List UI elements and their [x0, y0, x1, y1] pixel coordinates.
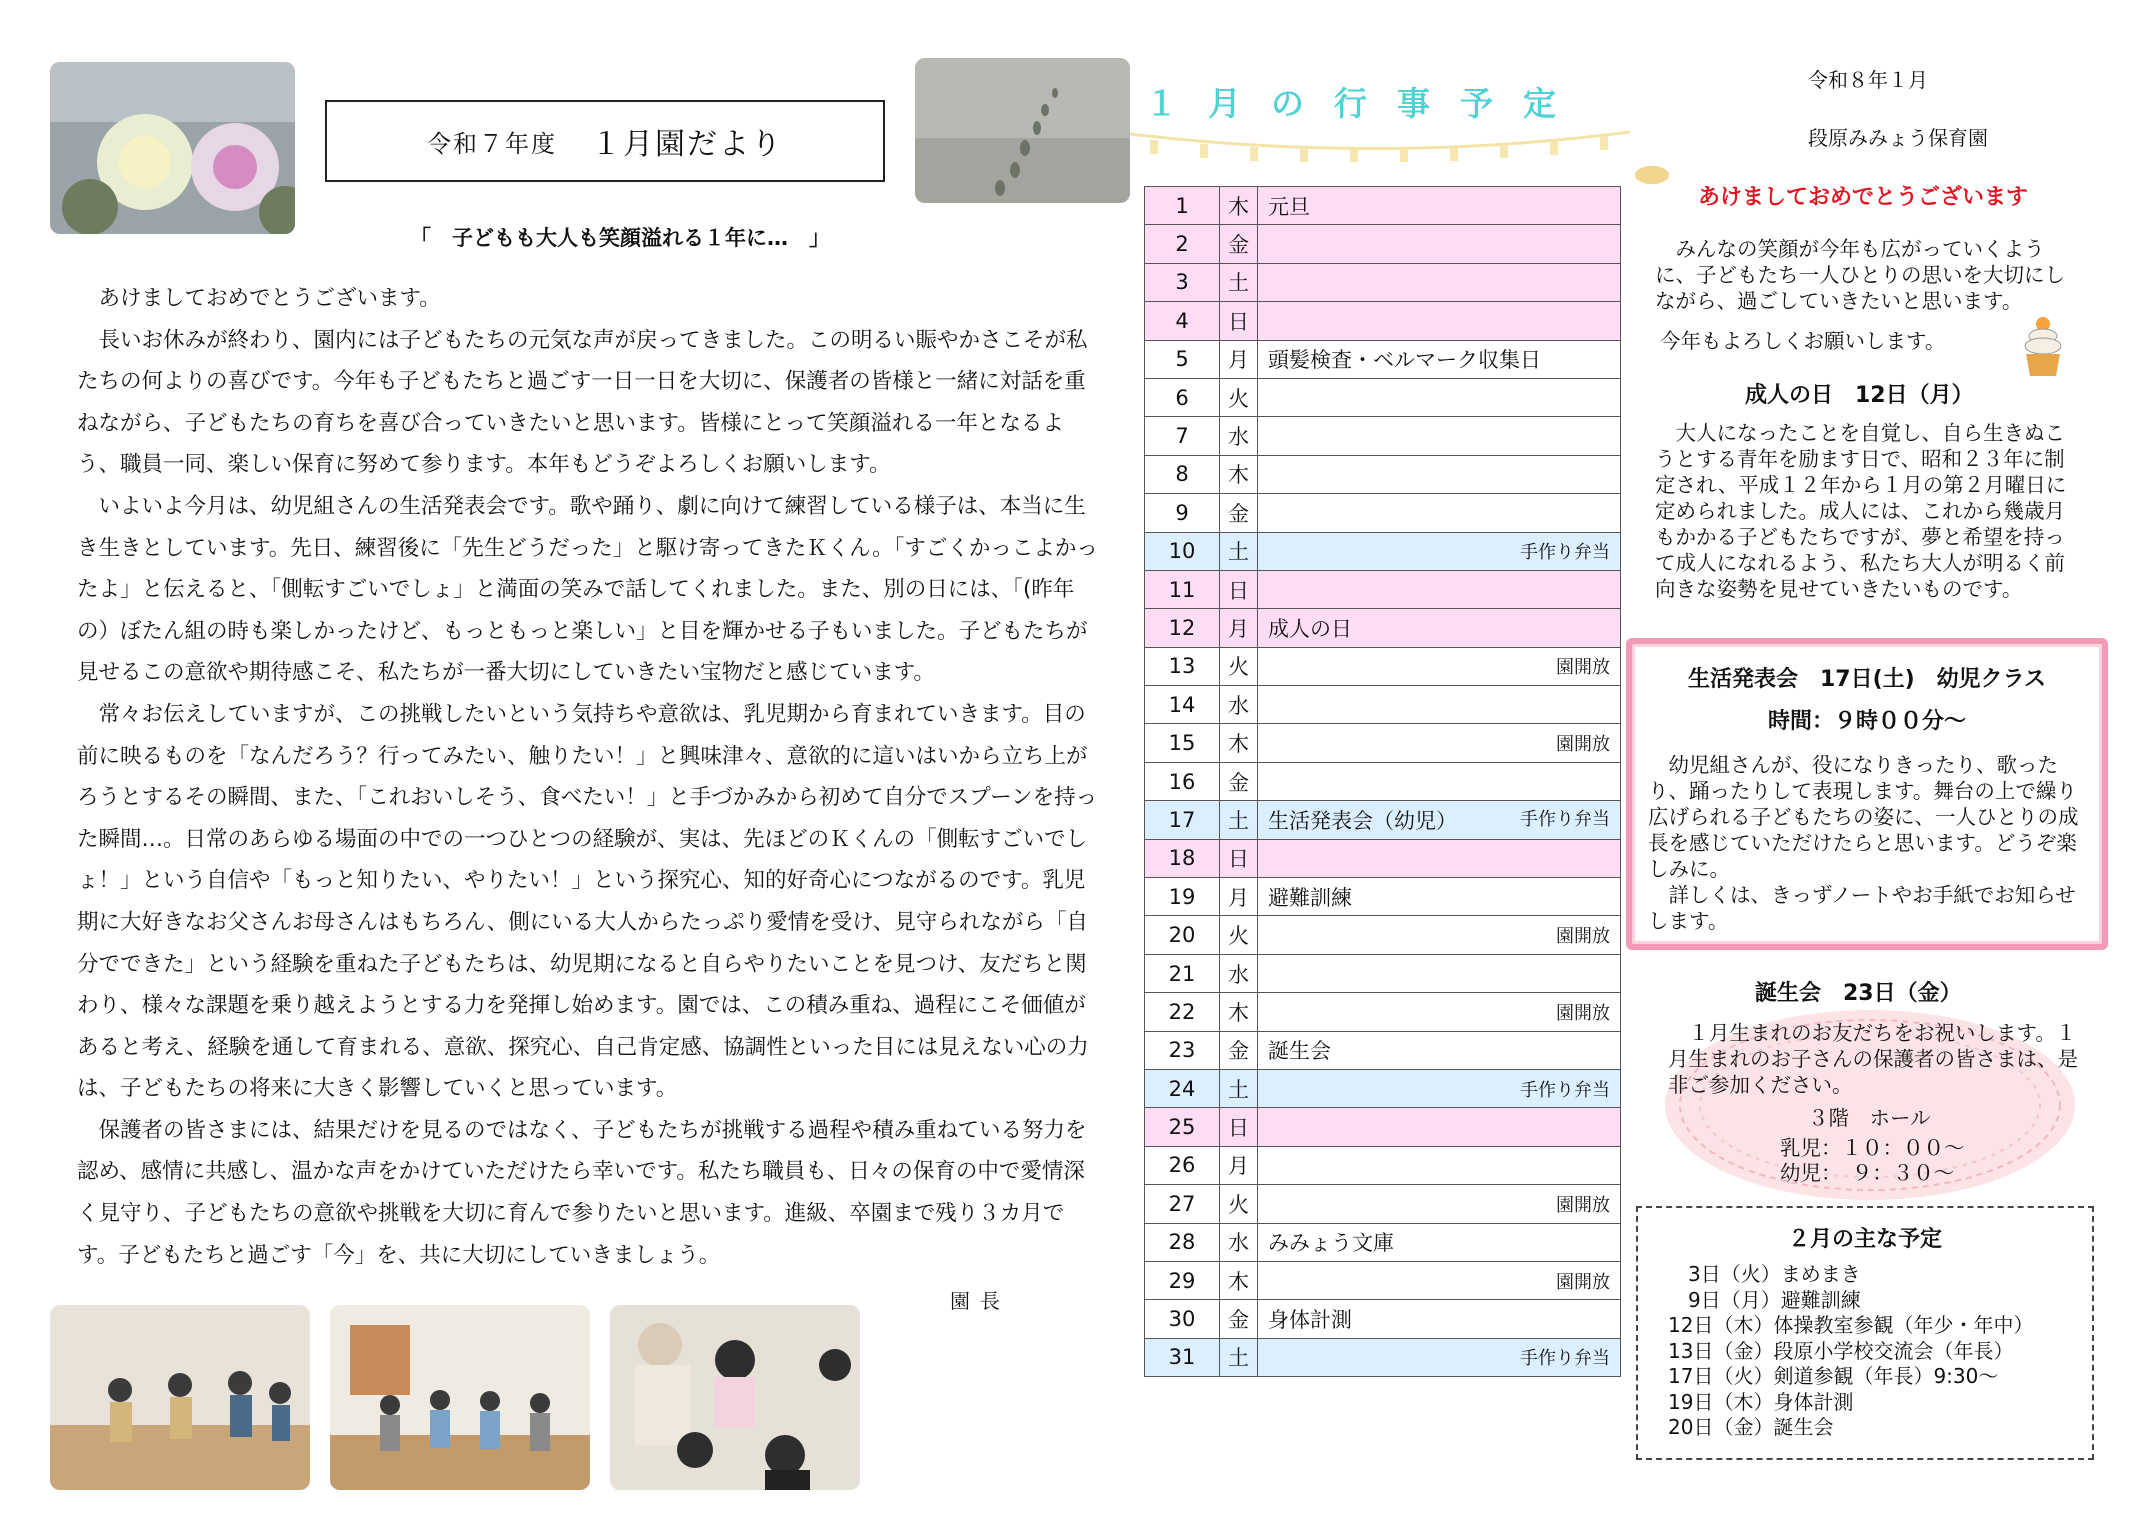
schedule-weekday: 火	[1220, 378, 1258, 416]
principal-letter	[77, 278, 1102, 1276]
kale-photo	[50, 62, 295, 234]
schedule-weekday: 木	[1220, 1261, 1258, 1299]
schedule-note: 園開放	[1556, 1271, 1610, 1293]
schedule-day: 1	[1145, 187, 1220, 225]
schedule-row	[1145, 762, 1621, 800]
schedule-row	[1145, 1069, 1621, 1107]
schedule-day: 13	[1145, 647, 1220, 685]
schedule-day: 6	[1145, 378, 1220, 416]
schedule-event-cell	[1258, 1261, 1621, 1299]
schedule-weekday: 土	[1220, 1069, 1258, 1107]
festival-time: 時間：９時００分～	[1767, 709, 1966, 734]
schedule-row	[1145, 302, 1621, 340]
birthday-section	[1668, 1020, 2088, 1098]
schedule-day: 2	[1145, 225, 1220, 263]
february-heading: ２月の主な予定	[1787, 1227, 1942, 1252]
schedule-weekday: 金	[1220, 494, 1258, 532]
schedule-event-cell	[1258, 1146, 1621, 1184]
newsletter-title-box	[325, 100, 885, 182]
february-item: 9日（月）避難訓練	[1668, 1287, 1861, 1312]
schedule-day: 7	[1145, 417, 1220, 455]
schedule-weekday: 月	[1220, 1146, 1258, 1184]
february-item: 3日（火）まめまき	[1668, 1262, 1861, 1286]
schedule-note: 手作り弁当	[1520, 1348, 1610, 1370]
february-item: 12日（木）体操教室参観（年少・年中）	[1668, 1313, 2034, 1337]
schedule-day: 4	[1145, 302, 1220, 340]
schedule-note: 園開放	[1556, 1194, 1610, 1216]
letter-paragraph: 保護者の皆さまには、結果だけを見るのではなく、子どもたちが挑戦する過程や積み重ねている努力を認め、感情に共感し、温かな声をかけていただけたら幸いです。私たち職員も、日々の保育の中で愛情深く見守り、子どもたちの意欲や挑戦を大切に育んで参りたいと思います。進級、卒園まで残り３カ月です。子どもたちと過ごす「今」を、共に大切にしていきましょう。	[77, 1117, 1087, 1268]
festival-body: 幼児組さんが、役になりきったり、歌ったり、踊ったりして表現します。舞台の上で繰り広げられる子どもたちの姿に、一人ひとりの成長を感じていただけたらと思います。どうぞ楽しみに。	[1648, 753, 2079, 881]
schedule-day: 29	[1145, 1261, 1220, 1299]
schedule-row	[1145, 1300, 1621, 1338]
schedule-title: １月の行事予定	[1145, 84, 1586, 123]
birthday-body: １月生まれのお友だちをお祝いします。１月生まれのお子さんの保護者の皆さまは、是非ご参加ください。	[1668, 1021, 2078, 1097]
schedule-day: 20	[1145, 916, 1220, 954]
schedule-row	[1145, 494, 1621, 532]
issue-date: 令和８年１月	[1808, 68, 1928, 92]
schedule-event: 成人の日	[1268, 616, 1352, 641]
children-sitting-photo	[610, 1305, 860, 1490]
schedule-row	[1145, 1146, 1621, 1184]
festival-note: 詳しくは、きっずノートやお手紙でお知らせします。	[1648, 883, 2076, 933]
schedule-weekday: 水	[1220, 686, 1258, 724]
schedule-weekday: 金	[1220, 225, 1258, 263]
schedule-day: 28	[1145, 1223, 1220, 1261]
schedule-event-cell	[1258, 225, 1621, 263]
schedule-day: 15	[1145, 724, 1220, 762]
schedule-day: 3	[1145, 263, 1220, 301]
schedule-weekday: 月	[1220, 609, 1258, 647]
schedule-event-cell	[1258, 609, 1621, 647]
new-year-message	[1655, 236, 2075, 314]
birthday-heading: 誕生会 23日（金）	[1755, 981, 1962, 1006]
letter-paragraph: あけましておめでとうございます。	[98, 286, 441, 311]
schedule-note: 園開放	[1556, 1002, 1610, 1024]
schedule-event-cell	[1258, 494, 1621, 532]
schedule-note: 園開放	[1556, 926, 1610, 948]
schedule-event-cell	[1258, 839, 1621, 877]
snow-footprints-photo	[915, 58, 1130, 203]
schedule-row	[1145, 1338, 1621, 1376]
schedule-event: 身体計測	[1268, 1308, 1352, 1333]
schedule-weekday: 火	[1220, 1185, 1258, 1223]
schedule-day: 27	[1145, 1185, 1220, 1223]
new-year-wish: 今年もよろしくお願いします。	[1660, 329, 1946, 353]
schedule-weekday: 日	[1220, 570, 1258, 608]
schedule-day: 19	[1145, 878, 1220, 916]
schedule-day: 18	[1145, 839, 1220, 877]
schedule-weekday: 水	[1220, 1223, 1258, 1261]
schedule-weekday: 土	[1220, 801, 1258, 839]
february-item: 17日（火）剣道参観（年長）9:30～	[1668, 1364, 1999, 1388]
schedule-weekday: 金	[1220, 1300, 1258, 1338]
schedule-event-cell	[1258, 570, 1621, 608]
schedule-note: 手作り弁当	[1520, 542, 1610, 564]
schedule-weekday: 金	[1220, 762, 1258, 800]
festival-heading: 生活発表会 17日(土) 幼児クラス	[1687, 667, 2047, 692]
schedule-event-cell	[1258, 647, 1621, 685]
schedule-event-cell	[1258, 801, 1621, 839]
schedule-event-cell	[1258, 378, 1621, 416]
school-name: 段原みみょう保育園	[1808, 126, 1988, 150]
schedule-weekday: 金	[1220, 1031, 1258, 1069]
schedule-weekday: 木	[1220, 455, 1258, 493]
schedule-row	[1145, 1223, 1621, 1261]
schedule-day: 11	[1145, 570, 1220, 608]
schedule-day: 10	[1145, 532, 1220, 570]
schedule-event-cell	[1258, 878, 1621, 916]
schedule-weekday: 土	[1220, 532, 1258, 570]
schedule-row	[1145, 1108, 1621, 1146]
schedule-day: 9	[1145, 494, 1220, 532]
birthday-place: ３階 ホール	[1808, 1106, 1931, 1130]
schedule-day: 31	[1145, 1338, 1220, 1376]
schedule-row	[1145, 686, 1621, 724]
schedule-row	[1145, 954, 1621, 992]
letter-paragraph: 長いお休みが終わり、園内には子どもたちの元気な声が戻ってきました。この明るい賑やかさこそが私たちの何よりの喜びです。今年も子どもたちと過ごす一日一日を大切に、保護者の皆様と一緒に対話を重ねながら、子どもたちの育ちを喜び合っていきたいと思います。皆様にとって笑顔溢れる一年となるよう、職員一同、楽しい保育に努めて参ります。本年もどうぞよろしくお願いします。	[77, 327, 1088, 478]
schedule-day: 16	[1145, 762, 1220, 800]
adults-day-body: 大人になったことを自覚し、自ら生きぬこうとする青年を励ます日で、昭和２３年に制定され、平成１２年から１月の第２月曜日に定められました。成人には、これから幾歳月もかかる子どもたちですが、夢と希望を持って成人になれるよう、私たち大人が明るく前向きな姿勢を見せていきたいものです。	[1655, 421, 2067, 601]
kagami-mochi-icon	[2018, 310, 2068, 380]
schedule-event-cell	[1258, 916, 1621, 954]
birthday-infant-time: 乳児：１０：００～	[1780, 1136, 1965, 1160]
schedule-weekday: 日	[1220, 302, 1258, 340]
schedule-row	[1145, 993, 1621, 1031]
schedule-day: 26	[1145, 1146, 1220, 1184]
schedule-event-cell	[1258, 993, 1621, 1031]
new-year-heading: あけましておめでとうございます	[1698, 185, 2029, 210]
schedule-day: 5	[1145, 340, 1220, 378]
schedule-weekday: 月	[1220, 878, 1258, 916]
schedule-event: 避難訓練	[1268, 885, 1352, 910]
schedule-event-cell	[1258, 1223, 1621, 1261]
schedule-row	[1145, 916, 1621, 954]
schedule-event-cell	[1258, 686, 1621, 724]
schedule-row	[1145, 1031, 1621, 1069]
schedule-day: 23	[1145, 1031, 1220, 1069]
schedule-weekday: 日	[1220, 839, 1258, 877]
february-item: 19日（木）身体計測	[1668, 1389, 1854, 1414]
schedule-event-cell	[1258, 1185, 1621, 1223]
dance-photo-1	[50, 1305, 310, 1490]
schedule-event-cell	[1258, 954, 1621, 992]
schedule-row	[1145, 340, 1621, 378]
schedule-row	[1145, 647, 1621, 685]
schedule-day: 21	[1145, 954, 1220, 992]
schedule-row	[1145, 801, 1621, 839]
schedule-event-cell	[1258, 1338, 1621, 1376]
schedule-row	[1145, 570, 1621, 608]
schedule-event: 誕生会	[1268, 1039, 1331, 1064]
adults-day-heading: 成人の日 12日（月）	[1745, 383, 1974, 408]
schedule-event-cell	[1258, 1031, 1621, 1069]
schedule-weekday: 木	[1220, 993, 1258, 1031]
dance-photo-2	[330, 1305, 590, 1490]
schedule-weekday: 木	[1220, 724, 1258, 762]
schedule-weekday: 火	[1220, 647, 1258, 685]
schedule-weekday: 日	[1220, 1108, 1258, 1146]
principal-signature: 園長	[950, 1289, 1010, 1313]
schedule-event: 頭髪検査・ベルマーク収集日	[1268, 348, 1541, 373]
schedule-row	[1145, 417, 1621, 455]
schedule-weekday: 水	[1220, 954, 1258, 992]
schedule-row	[1145, 878, 1621, 916]
february-item: 20日（金）誕生会	[1668, 1415, 1834, 1439]
schedule-row	[1145, 724, 1621, 762]
schedule-event: みみょう文庫	[1268, 1231, 1394, 1256]
schedule-event-cell	[1258, 263, 1621, 301]
schedule-event: 生活発表会（幼児）	[1268, 808, 1457, 833]
february-list	[1668, 1262, 2033, 1441]
schedule-weekday: 土	[1220, 263, 1258, 301]
schedule-row	[1145, 839, 1621, 877]
schedule-weekday: 木	[1220, 187, 1258, 225]
schedule-event: 元旦	[1268, 194, 1310, 219]
schedule-day: 12	[1145, 609, 1220, 647]
schedule-weekday: 火	[1220, 916, 1258, 954]
schedule-day: 30	[1145, 1300, 1220, 1338]
schedule-event-cell	[1258, 187, 1621, 225]
schedule-row	[1145, 263, 1621, 301]
letter-paragraph: いよいよ今月は、幼児組さんの生活発表会です。歌や踊り、劇に向けて練習している様子は、本当に生き生きとしています。先日、練習後に「先生どうだった」と駆け寄ってきたＫくん。「すごくかっこよかったよ」と伝えると、「側転すごいでしょ」と満面の笑みで話してくれました。また、別の日には、「(昨年の）ぼたん組の時も楽しかったけど、もっともっと楽しい」と目を輝かせる子もいました。子どもたちが見せるこの意欲や期待感こそ、私たちが一番大切にしていきたい宝物だと感じています。	[77, 493, 1098, 686]
schedule-row	[1145, 532, 1621, 570]
schedule-day: 22	[1145, 993, 1220, 1031]
schedule-event-cell	[1258, 1300, 1621, 1338]
schedule-row	[1145, 455, 1621, 493]
schedule-day: 8	[1145, 455, 1220, 493]
leaf-decoration	[1632, 160, 1672, 190]
schedule-row	[1145, 378, 1621, 416]
february-item: 13日（金）段原小学校交流会（年長）	[1668, 1338, 2014, 1363]
schedule-row	[1145, 187, 1621, 225]
schedule-event-cell	[1258, 1108, 1621, 1146]
schedule-row	[1145, 1185, 1621, 1223]
new-year-body: みんなの笑顔が今年も広がっていくように、子どもたち一人ひとりの思いを大切にしながら、過ごしていきたいと思います。	[1655, 237, 2065, 313]
fiscal-year: 令和７年度	[427, 129, 557, 158]
garland-decoration	[1130, 128, 1630, 162]
schedule-row	[1145, 609, 1621, 647]
schedule-weekday: 月	[1220, 340, 1258, 378]
schedule-note: 園開放	[1556, 657, 1610, 679]
schedule-note: 手作り弁当	[1520, 808, 1610, 830]
schedule-row	[1145, 1261, 1621, 1299]
schedule-event-cell	[1258, 340, 1621, 378]
adults-day-section	[1655, 420, 2070, 602]
schedule-day: 17	[1145, 801, 1220, 839]
schedule-event-cell	[1258, 455, 1621, 493]
schedule-event-cell	[1258, 762, 1621, 800]
schedule-note: 手作り弁当	[1520, 1079, 1610, 1101]
schedule-day: 24	[1145, 1069, 1220, 1107]
festival-section	[1648, 752, 2088, 934]
schedule-weekday: 水	[1220, 417, 1258, 455]
schedule-event-cell	[1258, 532, 1621, 570]
monthly-theme: 「 子どもも大人も笑顔溢れる１年に… 」	[410, 226, 830, 250]
schedule-note: 園開放	[1556, 734, 1610, 756]
newsletter-title: １月園だより	[591, 127, 783, 162]
schedule-event-cell	[1258, 724, 1621, 762]
schedule-day: 25	[1145, 1108, 1220, 1146]
january-schedule-table	[1144, 186, 1621, 1377]
letter-paragraph: 常々お伝えしていますが、この挑戦したいという気持ちや意欲は、乳児期から育まれていきます。目の前に映るものを「なんだろう？行ってみたい、触りたい！」と興味津々、意欲的に這いはいから立ち上がろうとするその瞬間、また、「これおいしそう、食べたい！」と手づかみから初めて自分でスプーンを持った瞬間…。日常のあらゆる場面の中での一つひとつの経験が、実は、先ほどのＫくんの「側転すごいでしょ！」という自信や「もっと知りたい、やりたい！」という探究心、知的好奇心につながるのです。乳児期に大好きなお父さんお母さんはもちろん、側にいる大人からたっぷり愛情を受け、見守られながら「自分でできた」という経験を重ねた子どもたちは、幼児期になると自らやりたいことを見つけ、友だちと関わり、様々な課題を乗り越えようとする力を発揮し始めます。園では、この積み重ね、過程にこそ価値があると考え、経験を通して育まれる、意欲、探究心、自己肯定感、協調性といった目には見えない心の力は、子どもたちの将来に大きく影響していくと思っています。	[77, 701, 1098, 1102]
schedule-event-cell	[1258, 302, 1621, 340]
birthday-child-time: 幼児： ９：３０～	[1780, 1161, 1955, 1185]
schedule-day: 14	[1145, 686, 1220, 724]
schedule-weekday: 土	[1220, 1338, 1258, 1376]
schedule-event-cell	[1258, 417, 1621, 455]
schedule-row	[1145, 225, 1621, 263]
schedule-event-cell	[1258, 1069, 1621, 1107]
